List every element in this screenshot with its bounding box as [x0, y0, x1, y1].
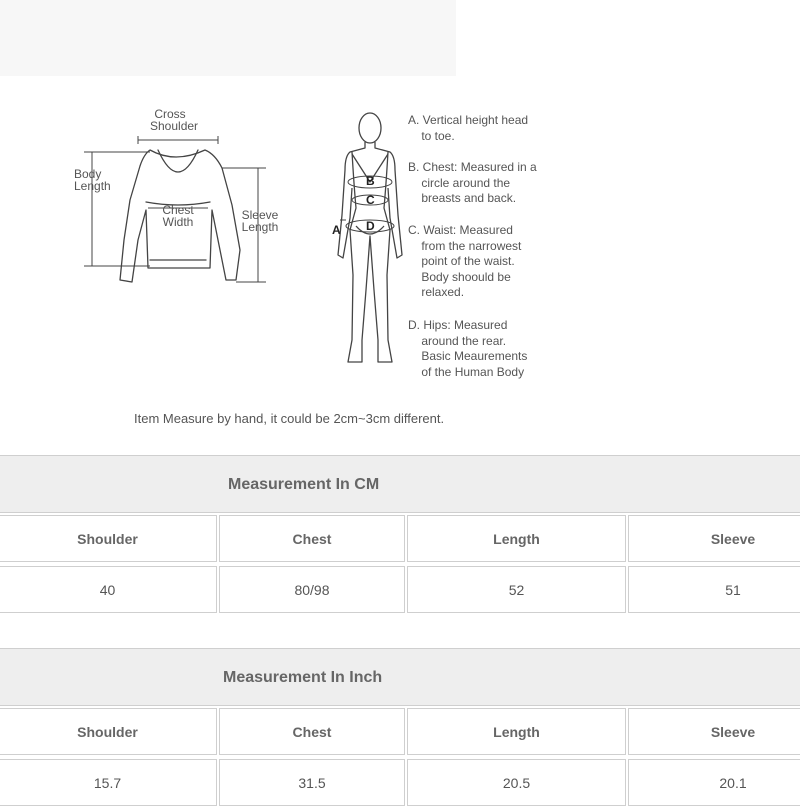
human-body-drawing: [338, 113, 402, 362]
letter-a: A: [332, 223, 341, 237]
cm-table-caption: Measurement In CM: [0, 455, 800, 513]
top-banner-area: [0, 0, 456, 76]
chest-width-label: Chest Width: [162, 203, 194, 229]
inch-header-shoulder: Shoulder: [0, 708, 217, 755]
letter-c: C: [366, 193, 375, 207]
inch-header-length: Length: [407, 708, 626, 755]
cm-header-chest: Chest: [219, 515, 405, 562]
inch-value-length: 20.5: [407, 759, 626, 806]
measurement-note: Item Measure by hand, it could be 2cm~3cm different.: [134, 411, 445, 426]
inch-header-row: [0, 708, 800, 757]
description-b: B. Chest: Measured in a circle around the breasts and back.: [408, 160, 537, 205]
cm-value-chest: 80/98: [219, 566, 405, 613]
inch-header-sleeve-text: Sleeve: [710, 723, 756, 740]
inch-value-sleeve-text: 20.1: [719, 774, 747, 791]
cm-value-row: [0, 566, 800, 615]
garment-and-body-illustration: [0, 90, 800, 390]
letter-d: D: [366, 219, 375, 233]
letter-b: B: [366, 174, 375, 188]
cm-header-length: Length: [407, 515, 626, 562]
cm-header-sleeve: [628, 515, 800, 562]
inch-value-row: [0, 759, 800, 808]
cm-header-shoulder: Shoulder: [0, 515, 217, 562]
sleeve-length-label: Sleeve Length: [241, 208, 279, 234]
cm-value-sleeve-text: 51: [725, 581, 741, 598]
cm-header-sleeve-text: Sleeve: [710, 530, 756, 547]
size-diagram: [0, 90, 800, 390]
inch-table-caption: Measurement In Inch: [0, 648, 800, 706]
cm-table: [0, 455, 800, 615]
inch-table: [0, 648, 800, 808]
inch-value-chest: 31.5: [219, 759, 405, 806]
inch-value-sleeve: [628, 759, 800, 806]
description-d: D. Hips: Measured around the rear. Basic Meaurements of the Human Body: [408, 318, 528, 379]
body-length-label: Body Length: [74, 167, 111, 193]
inch-header-chest: Chest: [219, 708, 405, 755]
inch-value-shoulder: 15.7: [0, 759, 217, 806]
description-a: A. Vertical height head to toe.: [408, 113, 529, 143]
cm-value-length: 52: [407, 566, 626, 613]
cm-value-shoulder: 40: [0, 566, 217, 613]
cross-shoulder-label: Cross Shoulder: [150, 107, 199, 133]
description-c: C. Waist: Measured from the narrowest point of the waist. Body shoould be relaxed.: [408, 223, 522, 299]
inch-header-sleeve: [628, 708, 800, 755]
cm-value-sleeve: [628, 566, 800, 613]
cm-header-row: [0, 515, 800, 564]
